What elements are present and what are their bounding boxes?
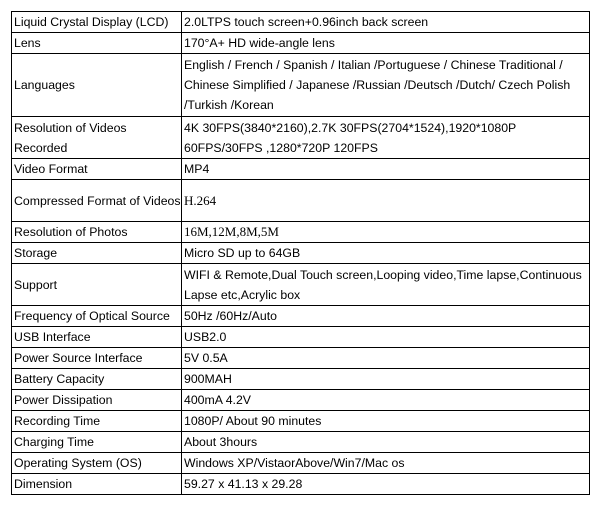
spec-value: Windows XP/VistaorAbove/Win7/Mac os bbox=[182, 453, 590, 474]
spec-label: Lens bbox=[12, 33, 182, 54]
spec-value: 1080P/ About 90 minutes bbox=[182, 411, 590, 432]
spec-value: About 3hours bbox=[182, 432, 590, 453]
spec-value: 170°A+ HD wide-angle lens bbox=[182, 33, 590, 54]
spec-value: MP4 bbox=[182, 159, 590, 180]
spec-label: USB Interface bbox=[12, 327, 182, 348]
spec-value: 16M,12M,8M,5M bbox=[182, 222, 590, 243]
spec-label: Battery Capacity bbox=[12, 369, 182, 390]
spec-label: Languages bbox=[12, 54, 182, 117]
spec-value: 2.0LTPS touch screen+0.96inch back screen bbox=[182, 12, 590, 33]
table-row bbox=[12, 117, 590, 159]
spec-label: Compressed Format of Videos bbox=[12, 180, 182, 222]
spec-label: Power Dissipation bbox=[12, 390, 182, 411]
spec-table-container bbox=[11, 11, 589, 510]
spec-value: 400mA 4.2V bbox=[182, 390, 590, 411]
table-row bbox=[12, 306, 590, 327]
spec-label: Charging Time bbox=[12, 432, 182, 453]
table-row bbox=[12, 33, 590, 54]
table-row bbox=[12, 327, 590, 348]
spec-label: Support bbox=[12, 264, 182, 306]
spec-label: Resolution of Photos bbox=[12, 222, 182, 243]
spec-label: Storage bbox=[12, 243, 182, 264]
spec-label: Dimension bbox=[12, 474, 182, 495]
table-row bbox=[12, 432, 590, 453]
spec-value: H.264 bbox=[182, 180, 590, 222]
spec-value: 4K 30FPS(3840*2160),2.7K 30FPS(2704*1524),1920*1080P 60FPS/30FPS ,1280*720P 120FPS bbox=[182, 117, 590, 159]
spec-label: Frequency of Optical Source bbox=[12, 306, 182, 327]
spec-label: Recording Time bbox=[12, 411, 182, 432]
spec-label: Operating System (OS) bbox=[12, 453, 182, 474]
table-row bbox=[12, 159, 590, 180]
table-row bbox=[12, 390, 590, 411]
spec-label: Power Source Interface bbox=[12, 348, 182, 369]
table-row bbox=[12, 180, 590, 222]
spec-label: Resolution of Videos Recorded bbox=[12, 117, 182, 159]
spec-label: Video Format bbox=[12, 159, 182, 180]
spec-value: 59.27 x 41.13 x 29.28 bbox=[182, 474, 590, 495]
spec-table bbox=[11, 11, 590, 495]
table-row bbox=[12, 12, 590, 33]
table-row bbox=[12, 369, 590, 390]
table-row bbox=[12, 54, 590, 117]
spec-value: English / French / Spanish / Italian /Portuguese / Chinese Traditional / Chinese Simplified / Japanese /Russian /Deutsch /Dutch/ Czech Polish /Turkish /Korean bbox=[182, 54, 590, 117]
table-row bbox=[12, 243, 590, 264]
table-row bbox=[12, 474, 590, 495]
table-row bbox=[12, 264, 590, 306]
table-row bbox=[12, 222, 590, 243]
spec-label: Liquid Crystal Display (LCD) bbox=[12, 12, 182, 33]
table-row bbox=[12, 348, 590, 369]
spec-value: 5V 0.5A bbox=[182, 348, 590, 369]
spec-value: WIFI & Remote,Dual Touch screen,Looping video,Time lapse,Continuous Lapse etc,Acrylic box bbox=[182, 264, 590, 306]
spec-value: 50Hz /60Hz/Auto bbox=[182, 306, 590, 327]
table-row bbox=[12, 411, 590, 432]
spec-value: Micro SD up to 64GB bbox=[182, 243, 590, 264]
table-row bbox=[12, 453, 590, 474]
spec-value: 900MAH bbox=[182, 369, 590, 390]
spec-value: USB2.0 bbox=[182, 327, 590, 348]
